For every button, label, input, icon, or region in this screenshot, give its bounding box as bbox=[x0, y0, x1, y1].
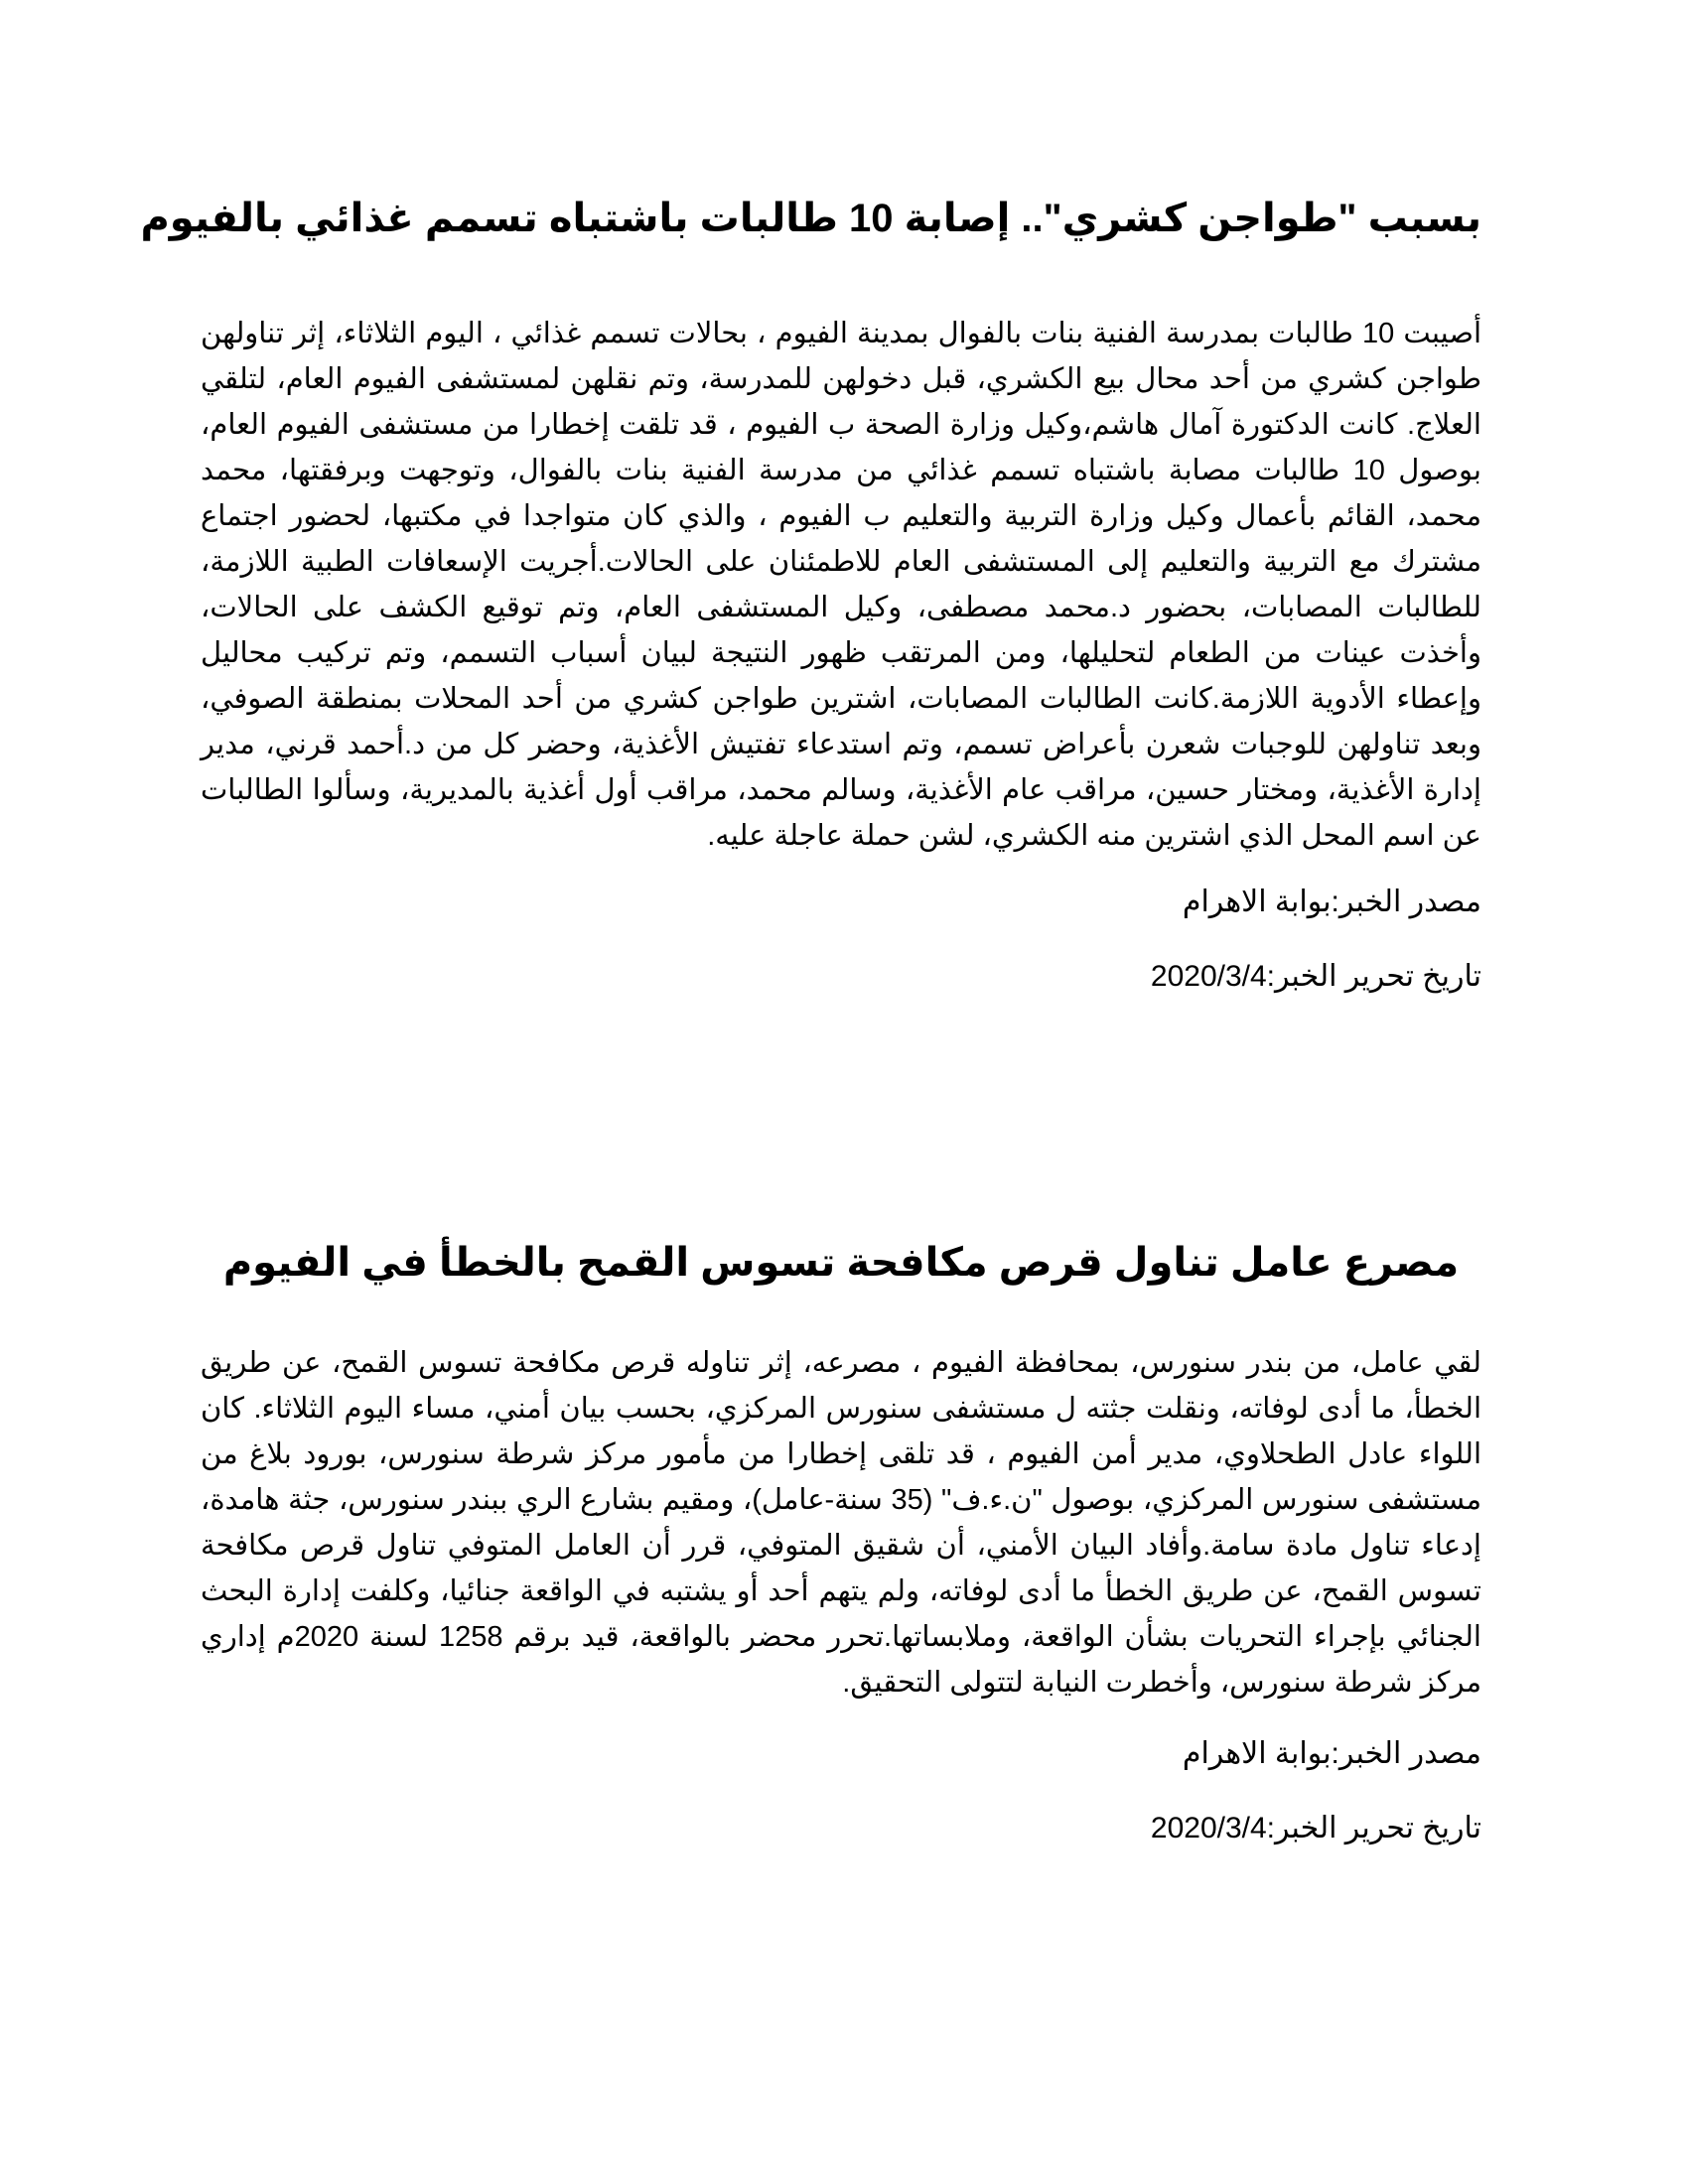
article-source: مصدر الخبر:بوابة الاهرام bbox=[1182, 886, 1481, 918]
article-source: مصدر الخبر:بوابة الاهرام bbox=[1182, 1737, 1481, 1770]
article-headline: مصرع عامل تناول قرص مكافحة تسوس القمح بالخطأ في الفيوم bbox=[222, 1241, 1460, 1285]
article-body: أصيبت 10 طالبات بمدرسة الفنية بنات بالفوال بمدينة الفيوم ، بحالات تسمم غذائي ، اليوم الثلاثاء، إثر تناولهن طواجن كشري من أحد محال بيع الكشري، قبل دخولهن للمدرسة، وتم نقلهن لمستشفى الفيوم العام، لتلقي العلاج. كانت الدكتورة آمال هاشم،وكيل وزارة الصحة ب الفيوم ، قد تلقت إخطارا من مستشفى الفيوم العام، بوصول 10 طالبات مصابة باشتباه تسمم غذائي من مدرسة الفنية بنات بالفوال، وتوجهت وبرفقتها، محمد محمد، القائم بأعمال وكيل وزارة التربية والتعليم ب الفيوم ، والذي كان متواجدا في مكتبها، لحضور اجتماع مشترك مع التربية والتعليم إلى المستشفى العام للاطمئنان على الحالات.أجريت الإسعافات الطبية اللازمة، للطالبات المصابات، بحضور د.محمد مصطفى، وكيل المستشفى العام، وتم توقيع الكشف على الحالات، وأخذت عينات من الطعام لتحليلها، ومن المرتقب ظهور النتيجة لبيان أسباب التسمم، وتم تركيب محاليل وإعطاء الأدوية اللازمة.كانت الطالبات المصابات، اشترين طواجن كشري من أحد المحلات بمنطقة الصوفي، وبعد تناولهن للوجبات شعرن بأعراض تسمم، وتم استدعاء تفتيش الأغذية، وحضر كل من د.أحمد قرني، مدير إدارة الأغذية، ومختار حسين، مراقب عام الأغذية، وسالم محمد، مراقب أول أغذية بالمديرية، وسألوا الطالبات عن اسم المحل الذي اشترين منه الكشري، لشن حملة عاجلة عليه. bbox=[201, 318, 1482, 852]
article-headline: بسبب "طواجن كشري".. إصابة 10 طالبات باشتباه تسمم غذائي بالفيوم bbox=[140, 197, 1481, 240]
news-article bbox=[140, 189, 1482, 1000]
article-body: لقي عامل، من بندر سنورس، بمحافظة الفيوم ، مصرعه، إثر تناوله قرص مكافحة تسوس القمح، عن طريق الخطأ، ما أدى لوفاته، ونقلت جثته ل مستشفى سنورس المركزي، بحسب بيان أمني، مساء اليوم الثلاثاء. كان اللواء عادل الطحلاوي، مدير أمن الفيوم ، قد تلقى إخطارا من مأمور مركز شرطة سنورس، بورود بلاغ من مستشفى سنورس المركزي، بوصول "ن.ء.ف" (35 سنة-عامل)، ومقيم بشارع الري ببندر سنورس، جثة هامدة، إدعاء تناول مادة سامة.وأفاد البيان الأمني، أن شقيق المتوفي، قرر أن العامل المتوفي تناول قرص مكافحة تسوس القمح، عن طريق الخطأ ما أدى لوفاته، ولم يتهم أحد أو يشتبه في الواقعة جنائيا، وكلفت إدارة البحث الجنائي بإجراء التحريات بشأن الواقعة، وملابساتها.تحرر محضر بالواقعة، قيد برقم 1258 لسنة 2020م إداري مركز شرطة سنورس، وأخطرت النيابة لتتولى التحقيق. bbox=[201, 1347, 1481, 1699]
article-date: تاريخ تحرير الخبر:2020/3/4 bbox=[1150, 960, 1481, 993]
article-date: تاريخ تحرير الخبر:2020/3/4 bbox=[1150, 1812, 1481, 1844]
news-article bbox=[201, 1233, 1481, 1851]
